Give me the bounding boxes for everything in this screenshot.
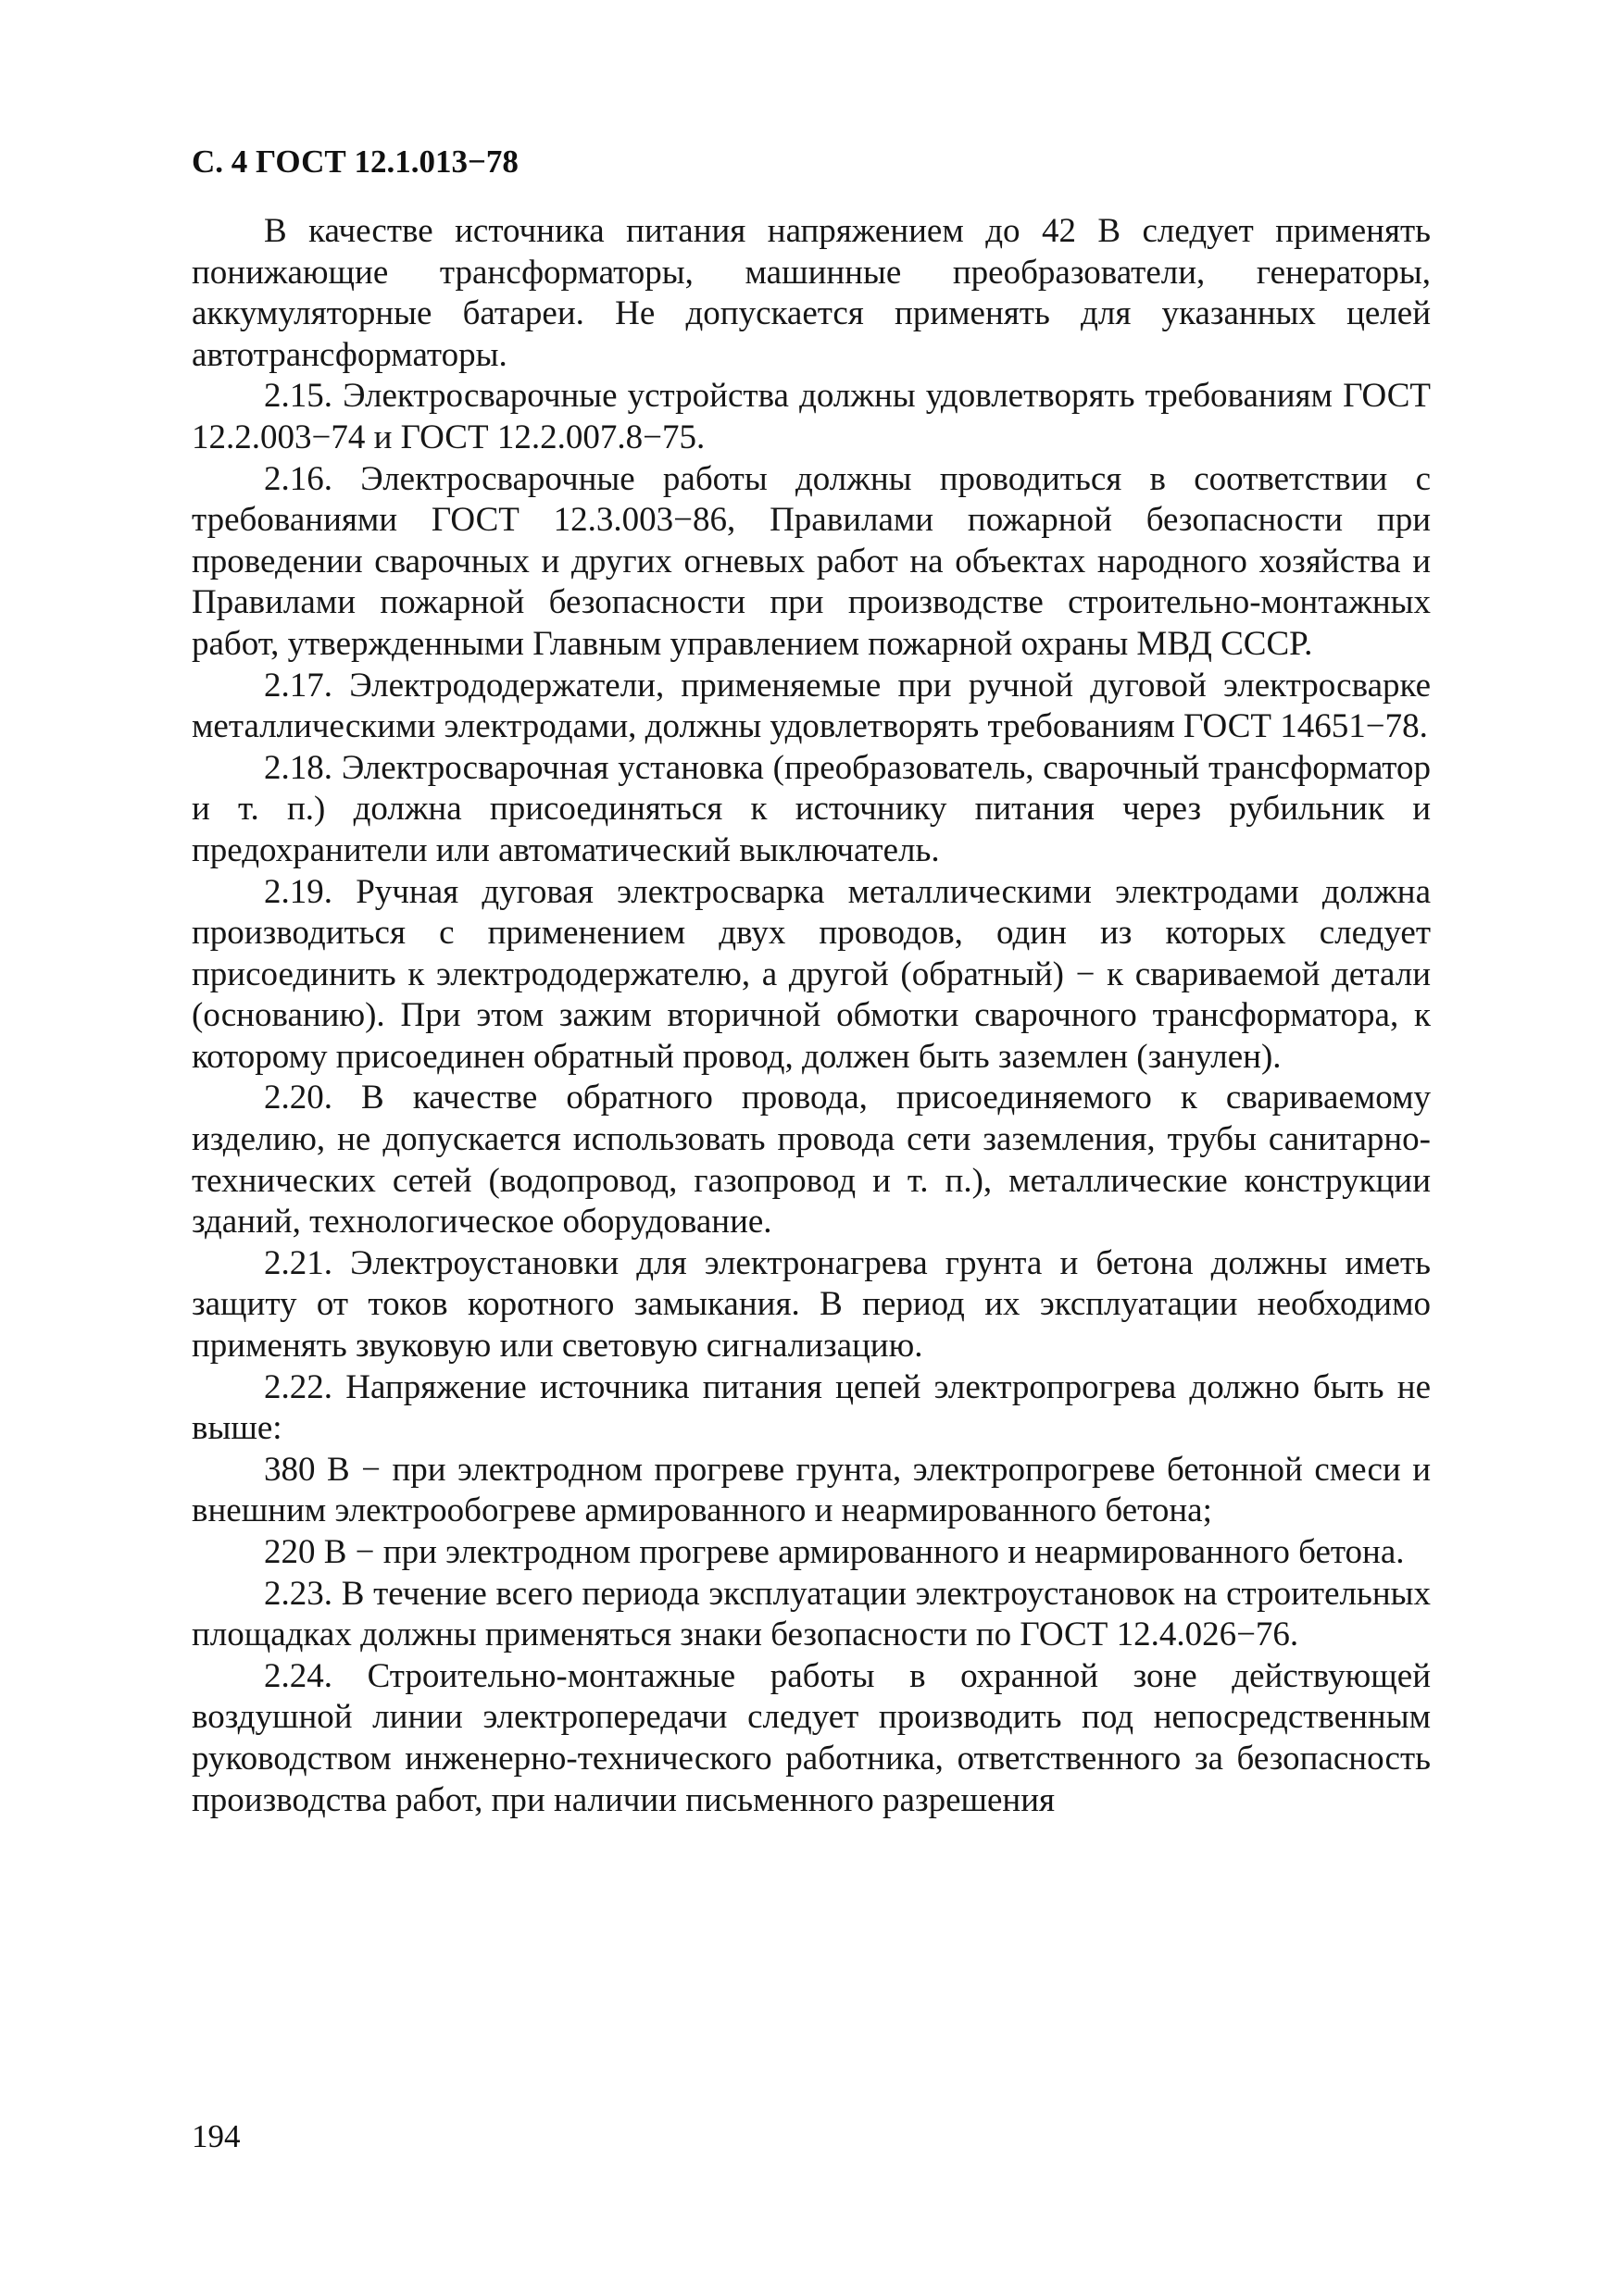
paragraph-2-21: 2.21. Электроустановки для электронагрева грунта и бетона должны иметь защиту от токов коротного замыкания. В период их эксплуатации необходимо применять звуковую или световую сигнализацию.: [192, 1243, 1431, 1366]
paragraph-2-22: 2.22. Напряжение источника питания цепей электропрогрева должно быть не выше:: [192, 1367, 1431, 1448]
paragraph-220v: 220 В − при электродном прогреве армированного и неармированного бетона.: [264, 1533, 1405, 1571]
paragraph-2-18: 2.18. Электросварочная установка (преобразователь, сварочный трансформатор и т. п.) должна присоединяться к источнику питания через рубильник и предохранители или автоматический выключатель.: [192, 748, 1431, 869]
paragraph-2-24: 2.24. Строительно-монтажные работы в охранной зоне действующей воздушной линии электропередачи следует производить под непосредственным руководством инженерно-технического работника, ответственного за безопасность производства работ, при наличии письменного разрешения: [192, 1656, 1431, 1819]
paragraph-2-17: 2.17. Электрододержатели, применяемые при ручной дуговой электросварке металлическими электродами, должны удовлетворять требованиям ГОСТ 14651−78.: [192, 666, 1431, 746]
running-header: С. 4 ГОСТ 12.1.013−78: [192, 144, 519, 180]
page-number: 194: [192, 2118, 241, 2154]
paragraph-2-16: 2.16. Электросварочные работы должны проводиться в соответствии с требованиями ГОСТ 12.3.003−86, Правилами пожарной безопасности при проведении сварочных и других огневых работ на объектах народного хозяйства и Правилами пожарной безопасности при производстве строительно-монтажных работ, утвержденными Главным управлением пожарной охраны МВД СССР.: [192, 459, 1431, 663]
paragraph-380v: 380 В − при электродном прогреве грунта, электропрогреве бетонной смеси и внешним электрообогреве армированного и неармированного бетона;: [192, 1450, 1431, 1530]
paragraph-2-23: 2.23. В течение всего периода эксплуатации электроустановок на строительных площадках должны применяться знаки безопасности по ГОСТ 12.4.026−76.: [192, 1574, 1431, 1654]
paragraph-2-15: 2.15. Электросварочные устройства должны удовлетворять требованиям ГОСТ 12.2.003−74 и ГОСТ 12.2.007.8−75.: [192, 377, 1431, 456]
paragraph-power-source: В качестве источника питания напряжением до 42 В следует применять понижающие трансформаторы, машинные преобразователи, генераторы, аккумуляторные батареи. Не допускается применять для указанных целей автотрансформаторы.: [192, 212, 1431, 374]
paragraph-2-20: 2.20. В качестве обратного провода, присоединяемого к свариваемому изделию, не допускается использовать провода сети заземления, трубы санитарно-технических сетей (водопровод, газопровод и т. п.), металлические конструкции зданий, технологическое оборудование.: [192, 1079, 1431, 1242]
paragraph-2-19: 2.19. Ручная дуговая электросварка металлическими электродами должна производиться с применением двух проводов, один из которых следует присоединить к электрододержателю, а другой (обратный) − к свариваемой детали (основанию). При этом зажим вторичной обмотки сварочного трансформатора, к которому присоединен обратный провод, должен быть заземлен (занулен).: [192, 872, 1431, 1076]
document-body: [192, 211, 1431, 1821]
